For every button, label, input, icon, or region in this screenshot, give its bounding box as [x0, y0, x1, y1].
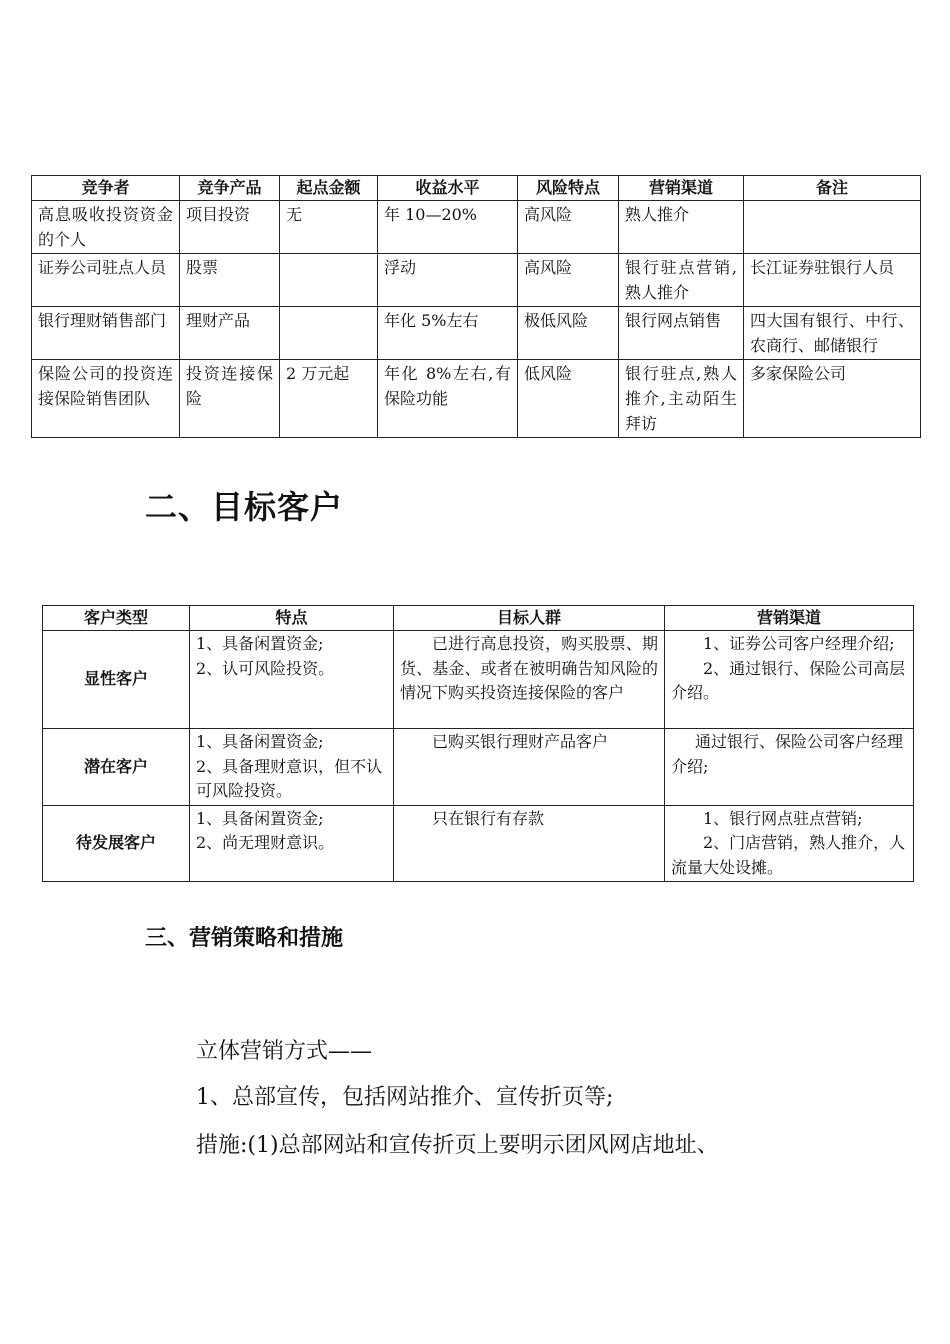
paragraph: 措施:(1)总部网站和宣传折页上要明示团风网店地址、: [196, 1133, 719, 1158]
table-cell: [744, 201, 921, 254]
channel-line: 1、银行网点驻点营销;: [703, 808, 863, 828]
table-cell: 年化 8%左右,有保险功能: [378, 360, 518, 438]
header-note: 备注: [744, 176, 921, 201]
table-row: [32, 254, 921, 307]
table-row: [32, 307, 921, 360]
customer-header-row: [43, 606, 914, 631]
table-cell: 年化 5%左右: [378, 307, 518, 360]
table-cell: 2 万元起: [280, 360, 378, 438]
table-cell: 证券公司驻点人员: [32, 254, 180, 307]
table-cell: 极低风险: [518, 307, 619, 360]
header-return: 收益水平: [378, 176, 518, 201]
table-cell: 股票: [180, 254, 280, 307]
channel-cell: [665, 729, 914, 806]
channel-cell: [665, 631, 914, 729]
header-features: 特点: [190, 606, 394, 631]
target-cell: 只在银行有存款: [394, 805, 665, 882]
feature-line: 2、认可风险投资。: [196, 658, 335, 678]
table-cell: 无: [280, 201, 378, 254]
table-cell: 银行驻点,熟人推介,主动陌生拜访: [619, 360, 744, 438]
table-cell: 多家保险公司: [744, 360, 921, 438]
header-channel: 营销渠道: [619, 176, 744, 201]
header-target-group: 目标人群: [394, 606, 665, 631]
channel-line: 2、通过银行、保险公司高层介绍。: [671, 658, 906, 702]
header-risk: 风险特点: [518, 176, 619, 201]
table-cell: 理财产品: [180, 307, 280, 360]
target-cell: 已进行高息投资，购买股票、期货、基金、或者在被明确告知风险的情况下购买投资连接保险的客户: [394, 631, 665, 729]
competitor-table: [31, 175, 921, 438]
features-cell: [190, 729, 394, 806]
header-customer-type: 客户类型: [43, 606, 190, 631]
table-cell: [280, 307, 378, 360]
table-row: [32, 360, 921, 438]
header-start-amount: 起点金额: [280, 176, 378, 201]
customer-type-cell: 待发展客户: [43, 805, 190, 882]
feature-line: 2、尚无理财意识。: [196, 833, 335, 852]
table-cell: 低风险: [518, 360, 619, 438]
table-cell: 项目投资: [180, 201, 280, 254]
features-cell: [190, 631, 394, 729]
customer-type-cell: 显性客户: [43, 631, 190, 729]
channel-line: 2、门店营销，熟人推介，人流量大处设摊。: [671, 833, 906, 877]
header-product: 竞争产品: [180, 176, 280, 201]
table-cell: 长江证券驻银行人员: [744, 254, 921, 307]
table-row: [43, 631, 914, 729]
table-cell: 高风险: [518, 201, 619, 254]
customer-type-cell: 潜在客户: [43, 729, 190, 806]
feature-line: 2、具备理财意识，但不认可风险投资。: [196, 756, 383, 800]
table-row: [43, 805, 914, 882]
feature-line: 1、具备闲置资金;: [196, 634, 324, 653]
channel-line: 通过银行、保险公司客户经理介绍;: [671, 732, 904, 776]
table-cell: 保险公司的投资连接保险销售团队: [32, 360, 180, 438]
header-competitor: 竞争者: [32, 176, 180, 201]
table-cell: 银行驻点营销,熟人推介: [619, 254, 744, 307]
table-cell: 投资连接保险: [180, 360, 280, 438]
features-cell: [190, 805, 394, 882]
table-cell: 四大国有银行、中行、农商行、邮储银行: [744, 307, 921, 360]
channel-cell: [665, 805, 914, 882]
header-marketing-channel: 营销渠道: [665, 606, 914, 631]
table-cell: 银行理财销售部门: [32, 307, 180, 360]
competitor-header-row: [32, 176, 921, 201]
table-row: [32, 201, 921, 254]
section-heading-target-customers: 二、目标客户: [145, 488, 344, 526]
feature-line: 1、具备闲置资金;: [196, 808, 324, 828]
table-row: [43, 729, 914, 806]
customer-table: [42, 605, 914, 882]
table-cell: 高息吸收投资资金的个人: [32, 201, 180, 254]
feature-line: 1、具备闲置资金;: [196, 732, 324, 751]
table-cell: 银行网点销售: [619, 307, 744, 360]
table-cell: [280, 254, 378, 307]
table-cell: 高风险: [518, 254, 619, 307]
paragraph: 1、总部宣传，包括网站推介、宣传折页等;: [196, 1085, 614, 1110]
table-cell: 浮动: [378, 254, 518, 307]
section-heading-marketing-strategy: 三、营销策略和措施: [145, 926, 344, 951]
table-cell: 年 10—20%: [378, 201, 518, 254]
paragraph: 立体营销方式——: [196, 1039, 373, 1064]
target-cell: 已购买银行理财产品客户: [394, 729, 665, 806]
channel-line: 1、证券公司客户经理介绍;: [703, 634, 895, 653]
table-cell: 熟人推介: [619, 201, 744, 254]
